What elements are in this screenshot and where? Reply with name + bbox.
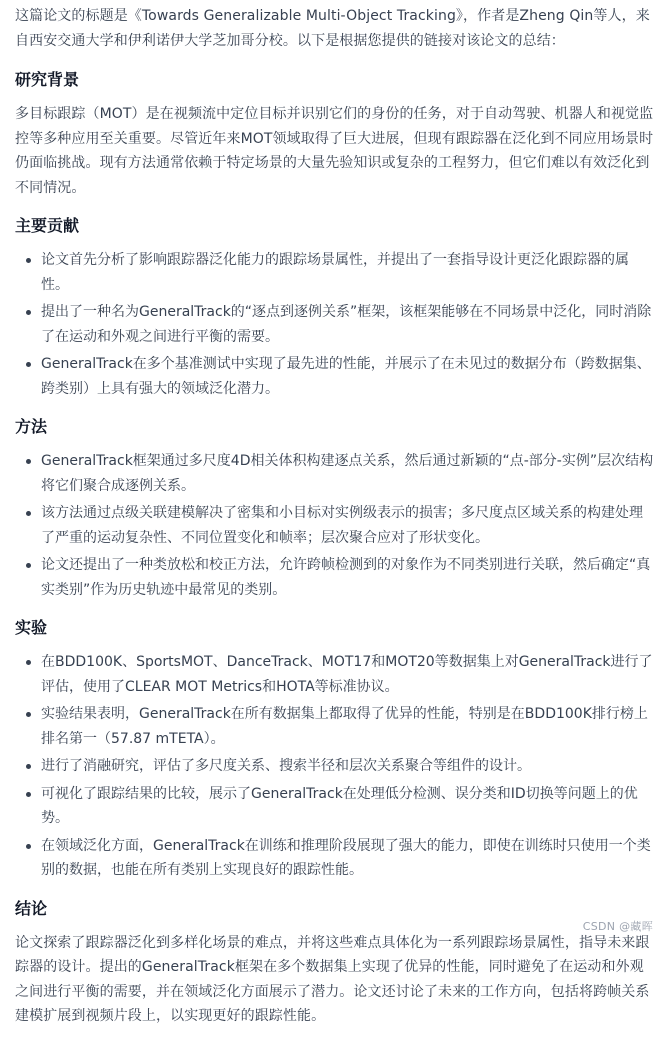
section-heading-background: 研究背景: [15, 70, 80, 89]
conclusion-paragraph: 论文探索了跟踪器泛化到多样化场景的难点，并将这些难点具体化为一系列跟踪场景属性，指导未来跟踪器的设计。提出的GeneralTrack框架在多个数据集上实现了优异的性能，同时避免了在运动和外观之间进行平衡的需要，并在领域泛化方面展示了潜力。论文还讨论了未来的工作方向，包括将跨帧关系建模扩展到视频片段上，以实现更好的跟踪性能。: [15, 934, 650, 1024]
list-item: [15, 702, 655, 751]
section-heading-experiments: 实验: [15, 618, 48, 637]
list-item-text: 论文首先分析了影响跟踪器泛化能力的跟踪场景属性，并提出了一套指导设计更泛化跟踪器的属性。: [41, 252, 629, 293]
bullet-icon: [26, 660, 31, 665]
list-item: [15, 553, 655, 602]
section-heading-contributions: 主要贡献: [15, 216, 80, 235]
bullet-icon: [26, 712, 31, 717]
list-item-text: 该方法通过点级关联建模解决了密集和小目标对实例级表示的损害；多尺度点区域关系的构建处理了严重的运动复杂性、不同位置变化和帧率；层次聚合应对了形状变化。: [41, 505, 643, 546]
section-conclusion: [15, 897, 655, 1029]
list-item-text: 可视化了跟踪结果的比较，展示了GeneralTrack在处理低分检测、误分类和ID切换等问题上的优势。: [41, 785, 638, 826]
bullet-icon: [26, 258, 31, 263]
section-heading-conclusion: 结论: [15, 898, 48, 918]
bullet-icon: [26, 310, 31, 315]
list-item: [15, 501, 655, 550]
section-method: [15, 415, 655, 602]
list-item-text: 在领域泛化方面，GeneralTrack在训练和推理阶段展现了强大的能力，即使在训练时只使用一个类别的数据，也能在所有类别上实现良好的跟踪性能。: [41, 837, 651, 878]
list-item-text: 论文还提出了一种类放松和校正方法，允许跨帧检测到的对象作为不同类别进行关联，然后确定“真实类别”作为历史轨迹中最常见的类别。: [41, 557, 651, 598]
list-item-text: GeneralTrack在多个基准测试中实现了最先进的性能，并展示了在未见过的数据分布（跨数据集、跨类别）上具有强大的领域泛化潜力。: [41, 356, 651, 397]
bullet-icon: [26, 362, 31, 367]
list-item: [15, 834, 655, 883]
bullet-icon: [26, 844, 31, 849]
section-heading-method: 方法: [15, 417, 48, 436]
method-list: [15, 449, 655, 602]
summary-document: [15, 4, 655, 1043]
bullet-icon: [26, 764, 31, 769]
bullet-icon: [26, 511, 31, 516]
section-experiments: [15, 616, 655, 883]
list-item: [15, 300, 655, 349]
list-item: [15, 352, 655, 401]
contributions-list: [15, 248, 655, 401]
list-item: [15, 248, 655, 297]
bullet-icon: [26, 563, 31, 568]
list-item-text: 在BDD100K、SportsMOT、DanceTrack、MOT17和MOT20等数据集上对GeneralTrack进行了评估，使用了CLEAR MOT Metrics和HOTA等标准协议。: [41, 654, 653, 695]
list-item-text: 提出了一种名为GeneralTrack的“逐点到逐例关系”框架，该框架能够在不同场景中泛化，同时消除了在运动和外观之间进行平衡的需要。: [41, 304, 652, 345]
experiments-list: [15, 650, 655, 883]
list-item-text: GeneralTrack框架通过多尺度4D相关体积构建逐点关系，然后通过新颖的“点-部分-实例”层次结构将它们聚合成逐例关系。: [41, 453, 654, 494]
list-item-text: 进行了消融研究，评估了多尺度关系、搜索半径和层次关系聚合等组件的设计。: [41, 758, 531, 774]
background-paragraph: 多目标跟踪（MOT）是在视频流中定位目标并识别它们的身份的任务，对于自动驾驶、机器人和视觉监控等多种应用至关重要。尽管近年来MOT领域取得了巨大进展，但现有跟踪器在泛化到不同应用场景时仍面临挑战。现有方法通常依赖于特定场景的大量先验知识或复杂的工程努力，但它们难以有效泛化到不同情况。: [15, 106, 654, 196]
bullet-icon: [26, 459, 31, 464]
list-item-text: 实验结果表明，GeneralTrack在所有数据集上都取得了优异的性能，特别是在BDD100K排行榜上排名第一（57.87 mTETA）。: [41, 706, 648, 747]
list-item: [15, 782, 655, 831]
list-item: [15, 449, 655, 498]
bullet-icon: [26, 792, 31, 797]
section-background: [15, 68, 655, 200]
csdn-watermark: CSDN @藏晖: [582, 920, 653, 933]
list-item: [15, 650, 655, 699]
list-item: [15, 754, 655, 779]
section-contributions: [15, 214, 655, 401]
intro-paragraph: 这篇论文的标题是《Towards Generalizable Multi-Object Tracking》，作者是Zheng Qin等人，来自西安交通大学和伊利诺伊大学芝加哥分校。以下是根据您提供的链接对该论文的总结：: [15, 8, 650, 49]
